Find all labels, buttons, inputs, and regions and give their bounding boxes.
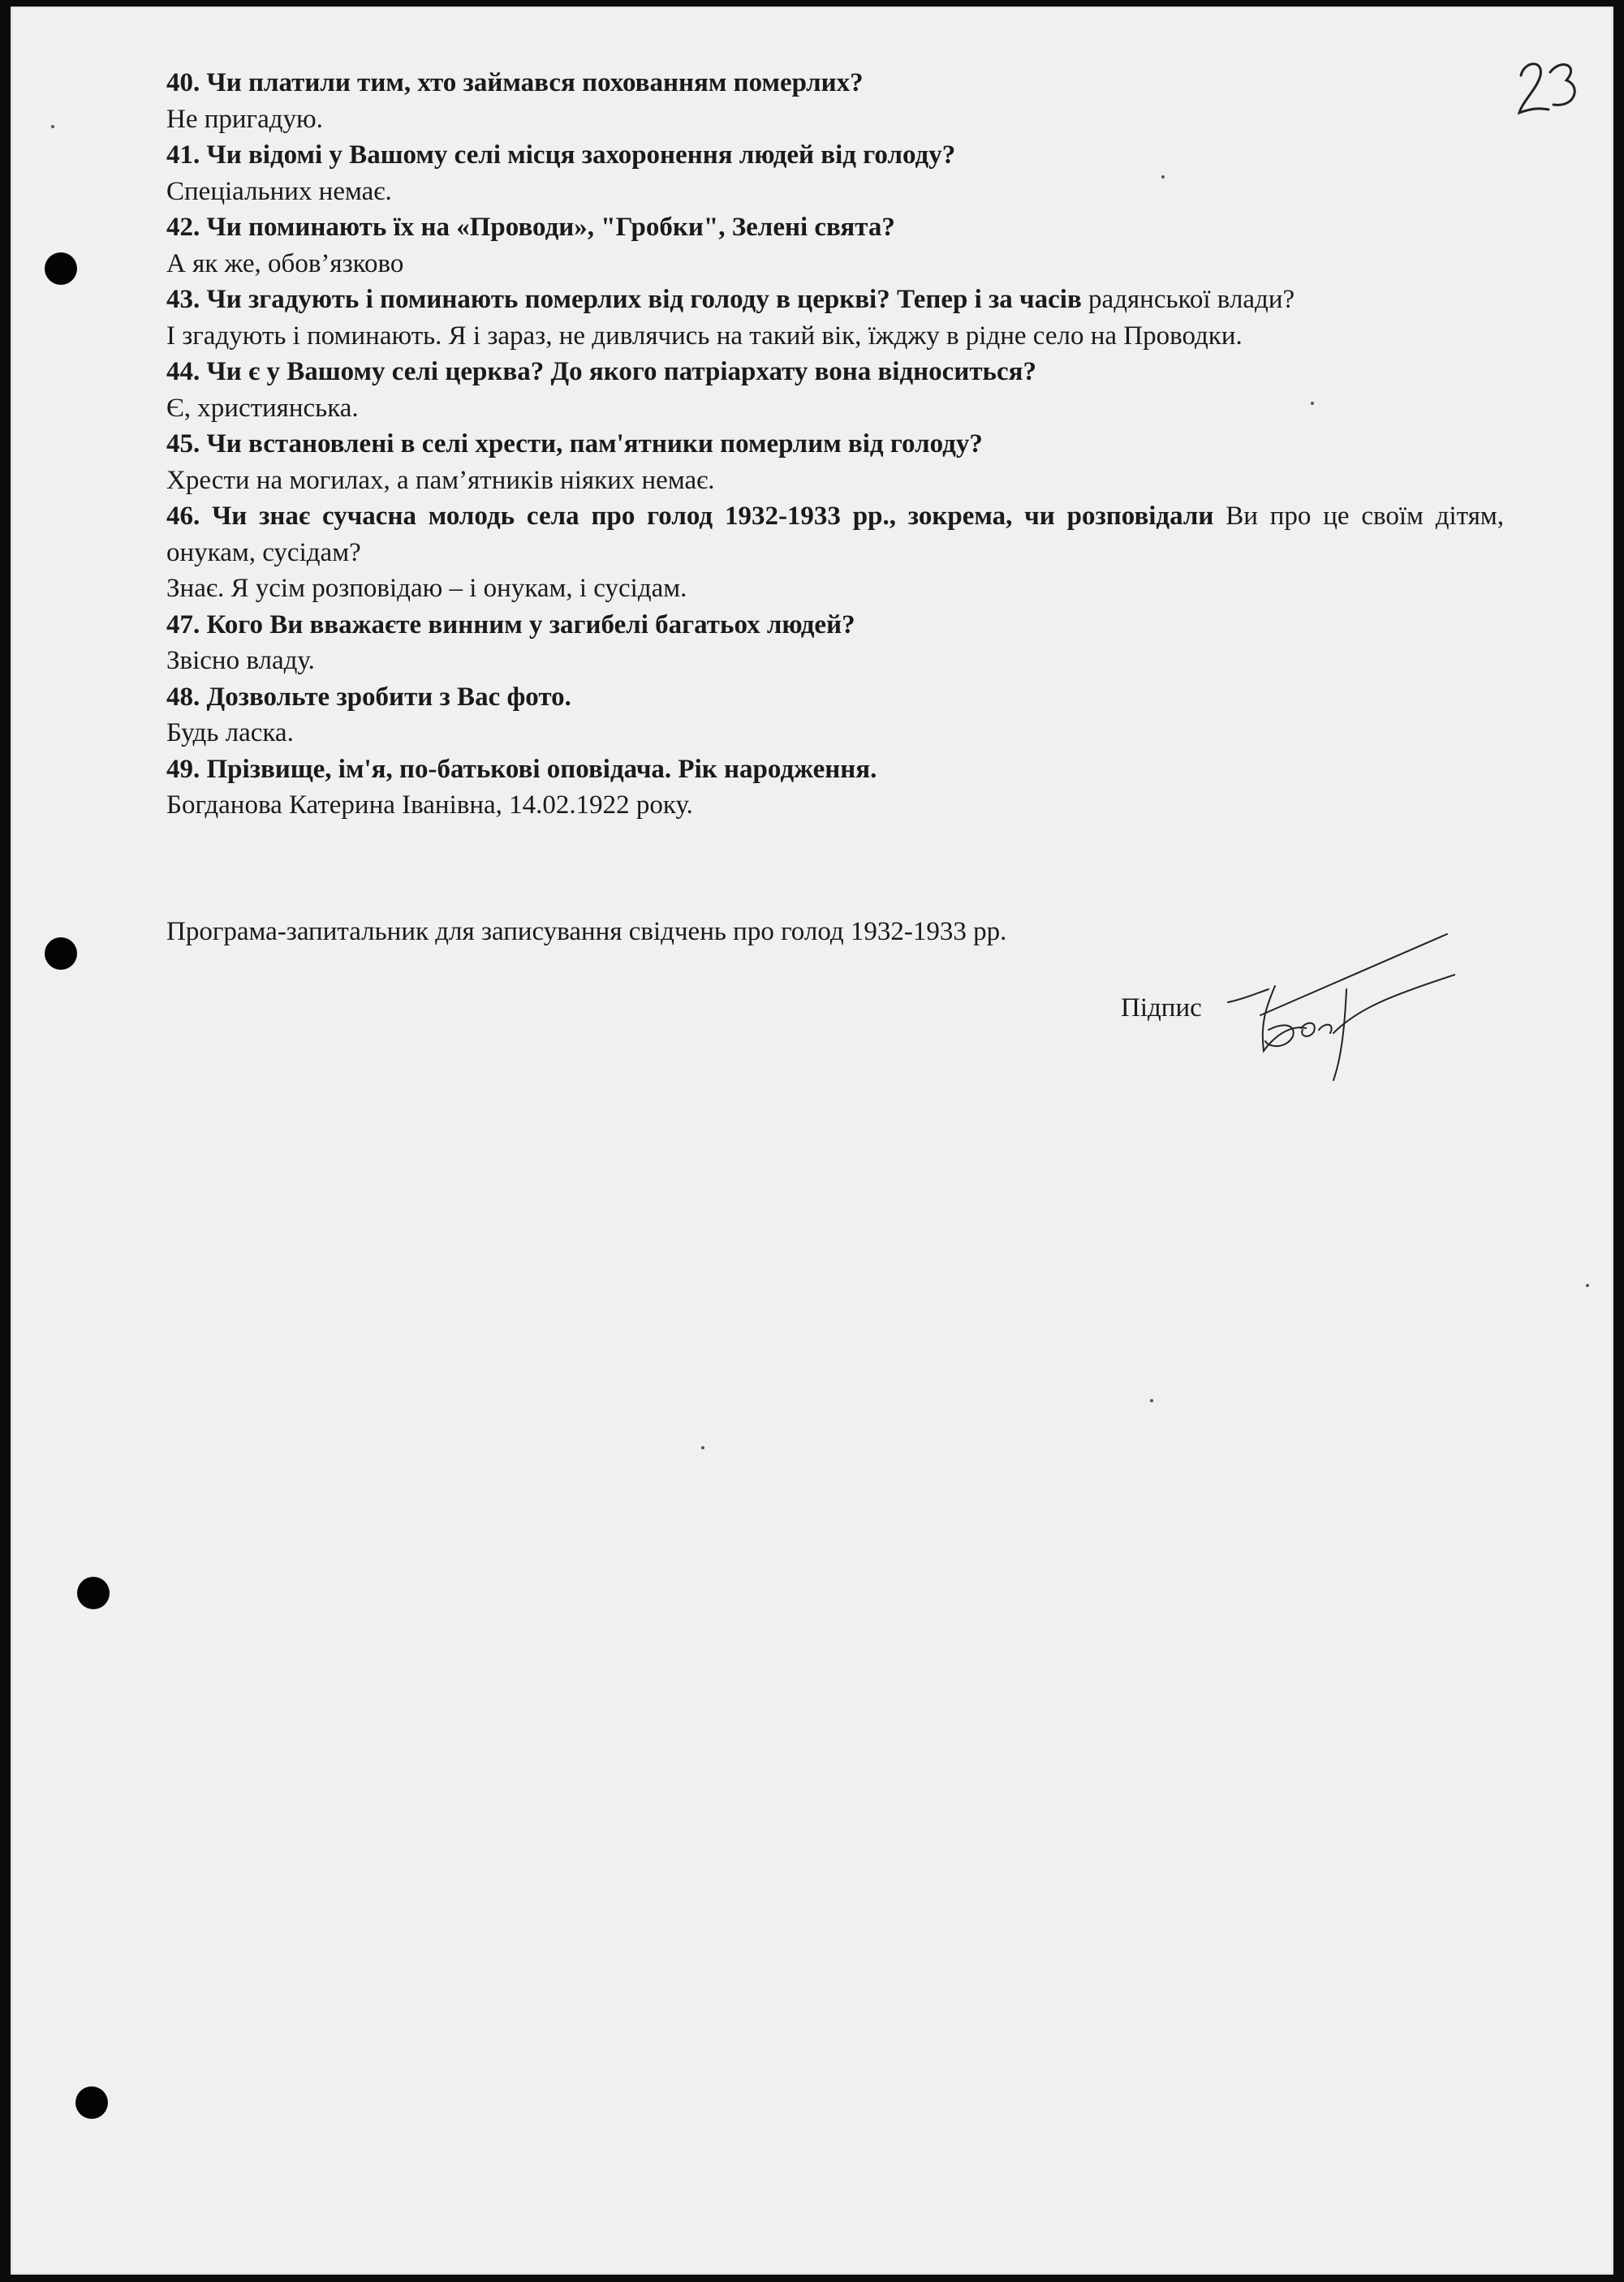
binder-hole [45, 937, 77, 970]
question-45: 45. Чи встановлені в селі хрести, пам'ятники померлим від голоду? [166, 429, 983, 459]
question-47: 47. Кого Ви вважаєте винним у загибелі багатьох людей? [166, 609, 855, 639]
answer-44: Є, християнська. [166, 393, 359, 423]
question-43-tail: радянської влади? [1088, 285, 1295, 314]
question-46-bold: 46. Чи знає сучасна молодь села про голод 1932-1933 рр., зокрема, чи розповідали [166, 502, 1214, 531]
signature-label: Підпис [1121, 993, 1202, 1023]
answer-48: Будь ласка. [166, 718, 294, 747]
answer-40: Не пригадую. [166, 104, 323, 134]
question-44: 44. Чи є у Вашому селі церква? До якого патріархату вона відноситься? [166, 357, 1037, 386]
answer-46: Знає. Я усім розповідаю – і онукам, і сусідам. [166, 574, 687, 603]
question-43-bold: 43. Чи згадують і поминають померлих від голоду в церкві? Тепер і за часів [166, 285, 1082, 314]
question-48: 48. Дозвольте зробити з Вас фото. [166, 682, 571, 712]
question-43 [166, 282, 1504, 318]
question-40: 40. Чи платили тим, хто займався похованням померлих? [166, 68, 864, 97]
scan-speck [1150, 1399, 1153, 1402]
scan-speck [51, 125, 54, 128]
questionnaire-body [166, 65, 1504, 824]
question-46-tail: Ви про це своїм дітям, онукам, сусідам? [166, 502, 1505, 567]
document-page [11, 6, 1613, 2275]
question-42: 42. Чи поминають їх на «Проводи», "Гробки", Зелені свята? [166, 213, 895, 242]
scan-speck [1311, 402, 1314, 405]
answer-43: І згадують і поминають. Я і зараз, не дивлячись на такий вік, їжджу в рідне село на Проводки. [166, 321, 1243, 351]
answer-41: Спеціальних немає. [166, 176, 392, 206]
scan-speck [1161, 175, 1165, 179]
scan-speck [701, 1446, 704, 1449]
question-41: 41. Чи відомі у Вашому селі місця захоронення людей від голоду? [166, 140, 956, 170]
answer-45: Хрести на могилах, а пам’ятників ніяких немає. [166, 465, 715, 495]
handwritten-page-number [1516, 51, 1581, 124]
scan-speck [1586, 1284, 1589, 1287]
binder-hole [77, 1577, 110, 1609]
answer-42: А як же, обов’язково [166, 248, 404, 278]
question-46 [166, 498, 1504, 570]
binder-hole [75, 2086, 108, 2119]
answer-47: Звісно владу. [166, 646, 315, 675]
binder-hole [45, 252, 77, 285]
handwritten-signature [1212, 911, 1455, 1090]
footer-note: Програма-запитальник для записування свідчень про голод 1932-1933 рр. [166, 917, 1007, 946]
question-49: 49. Прізвище, ім'я, по-батькові оповідача. Рік народження. [166, 754, 877, 784]
answer-49: Богданова Катерина Іванівна, 14.02.1922 року. [166, 790, 693, 820]
